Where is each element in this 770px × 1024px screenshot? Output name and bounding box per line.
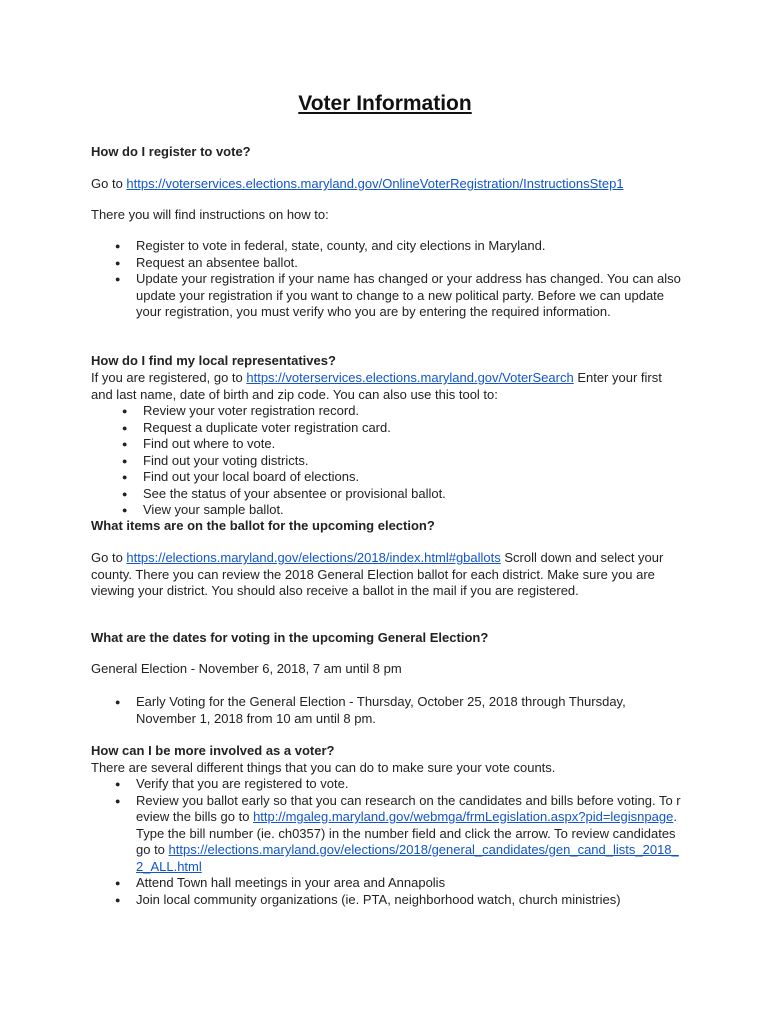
list-item: ● See the status of your absentee or provisional ballot.	[143, 486, 683, 503]
register-link[interactable]: https://voterservices.elections.maryland.gov/OnlineVoterRegistration/InstructionsStep1	[126, 176, 624, 191]
dates-list	[91, 694, 681, 727]
ballot-paragraph	[91, 550, 683, 600]
page-title: Voter Information	[298, 92, 472, 115]
involved-heading: How can I be more involved as a voter?	[91, 743, 335, 758]
register-intro: There you will find instructions on how to:	[91, 207, 329, 222]
list-item: ● Verify that you are registered to vote.	[136, 776, 681, 793]
voter-search-link[interactable]: https://voterservices.elections.maryland.gov/VoterSearch	[246, 370, 574, 385]
register-list	[91, 238, 681, 321]
representatives-text-after: Enter your first and last name, date of birth and zip code. You can also use this tool to:	[91, 370, 662, 402]
list-item	[136, 793, 681, 876]
candidates-link[interactable]: https://elections.maryland.gov/elections/2018/general_candidates/gen_cand_lists_2018_2_ALL.html	[136, 842, 679, 874]
list-item: ● Request an absentee ballot.	[136, 255, 681, 272]
list-item: ● Request a duplicate voter registration card.	[143, 420, 683, 437]
legislation-link[interactable]: http://mgaleg.maryland.gov/webmga/frmLegislation.aspx?pid=legisnpage	[253, 809, 674, 824]
list-item: ● Find out your voting districts.	[143, 453, 683, 470]
register-goto-text: Go to	[91, 176, 127, 191]
list-item: ● Register to vote in federal, state, county, and city elections in Maryland.	[136, 238, 681, 255]
list-item: ● Review your voter registration record.	[143, 403, 683, 420]
item-text: Review you ballot early so that you can research on the candidates and bills before voting. To review the bills go to	[136, 792, 681, 824]
representatives-paragraph	[91, 370, 671, 403]
list-item: ● Find out where to vote.	[143, 436, 683, 453]
general-election-date: General Election - November 6, 2018, 7 am until 8 pm	[91, 661, 402, 676]
list-item: ● Update your registration if your name has changed or your address has changed. You can also update your registration if you want to change to a new political party. Before we can update your registration, you must verify who you are by entering the required information.	[136, 271, 681, 321]
register-heading: How do I register to vote?	[91, 144, 251, 159]
list-item: ● Early Voting for the General Election - Thursday, October 25, 2018 through Thursday, November 1, 2018 from 10 am until 8 pm.	[136, 694, 681, 727]
ballot-goto-text: Go to	[91, 550, 127, 565]
representatives-list	[91, 403, 683, 519]
list-item: ● Join local community organizations (ie. PTA, neighborhood watch, church ministries)	[136, 892, 681, 909]
involved-list	[91, 776, 681, 908]
list-item: ● View your sample ballot.	[143, 502, 683, 519]
involved-intro: There are several different things that you can do to make sure your vote counts.	[91, 760, 556, 775]
item-text: . Type the bill number (ie. ch0357) in the number field and click the arrow. To review candidates go to	[136, 809, 677, 857]
register-goto-line	[91, 176, 711, 193]
list-item: ● Attend Town hall meetings in your area and Annapolis	[136, 875, 681, 892]
list-item: ● Find out your local board of elections.	[143, 469, 683, 486]
representatives-text-before: If you are registered, go to	[91, 370, 247, 385]
representatives-heading: How do I find my local representatives?	[91, 353, 336, 368]
dates-heading: What are the dates for voting in the upcoming General Election?	[91, 630, 489, 645]
ballot-link[interactable]: https://elections.maryland.gov/elections/2018/index.html#gballots	[126, 550, 501, 565]
ballot-text-after: Scroll down and select your county. There you can review the 2018 General Election ballot for each district. Make sure you are viewing your district. You should also receive a ballot in the mail if you are registered.	[91, 550, 664, 598]
ballot-heading: What items are on the ballot for the upcoming election?	[91, 518, 435, 533]
